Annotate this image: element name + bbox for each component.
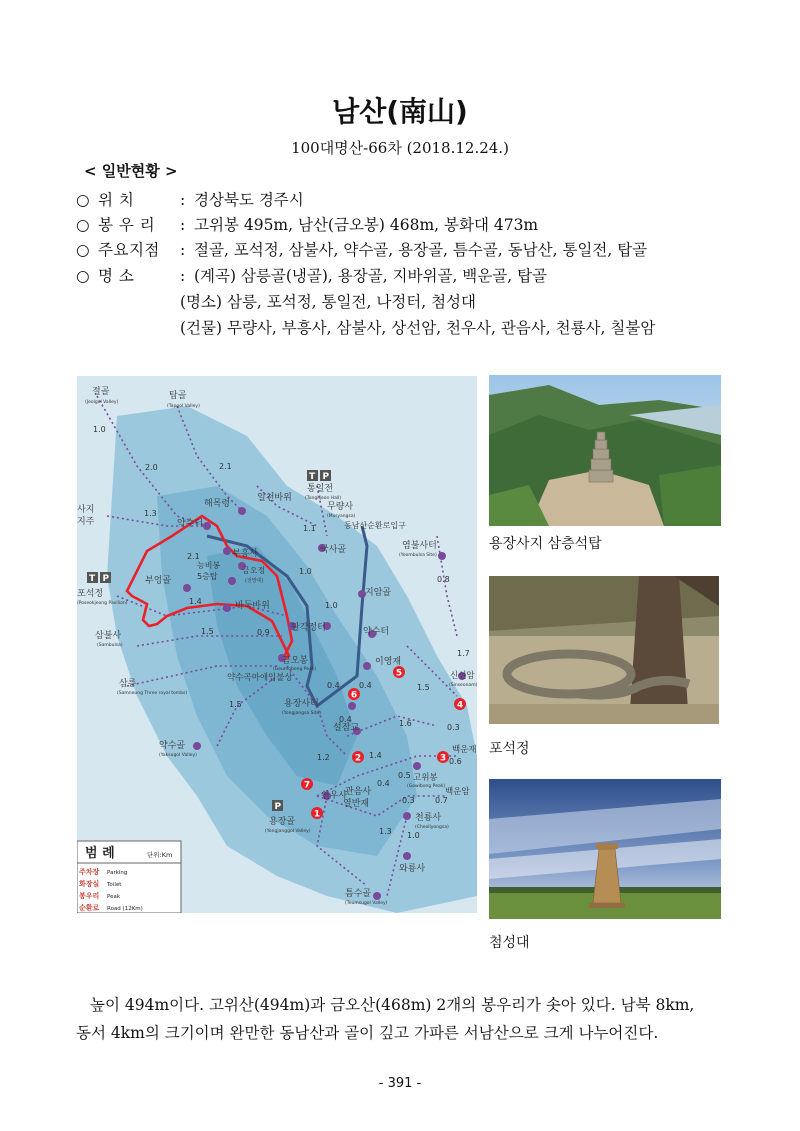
map-label-yaksugol: 약수골 xyxy=(159,741,186,751)
map-label-yongjanggol: 용장골 xyxy=(269,817,296,827)
photo-cheomseongdae xyxy=(489,779,721,919)
svg-text:1.6: 1.6 xyxy=(399,719,412,728)
map-label-geumojeong: 금오정 xyxy=(242,566,266,575)
caption-pagoda: 용장사지 삼층석탑 xyxy=(489,536,602,552)
svg-text:0.4: 0.4 xyxy=(339,715,352,724)
map-label-jeolgol: 절골 xyxy=(92,387,110,397)
map-label-yaksuteo-1: 약수터 xyxy=(177,519,204,529)
map-label-seoljamgyo: 설잠교 xyxy=(333,723,360,733)
info-cont-buildings: (건물) 무량사, 부흥사, 삼불사, 상선암, 천우사, 관음사, 천룡사, 칠불암 xyxy=(180,319,656,337)
svg-text:(Teumsugol Valley): (Teumsugol Valley) xyxy=(345,901,388,906)
map-label-haemokryeong: 해목령 xyxy=(204,499,231,509)
svg-text:1.5: 1.5 xyxy=(417,683,430,692)
map-label-gwaneumsa: 관음사 xyxy=(345,787,372,797)
svg-text:(Poseokjeong Pavilion): (Poseokjeong Pavilion) xyxy=(77,601,128,606)
svg-text:1.7: 1.7 xyxy=(457,649,470,658)
svg-text:1.0: 1.0 xyxy=(93,425,106,434)
marker-7: 7 xyxy=(303,780,311,791)
caption-poseokjeong: 포석정 xyxy=(489,741,530,757)
svg-text:0.4: 0.4 xyxy=(359,681,372,690)
map-label-poseokjeong: 포석정 xyxy=(77,589,104,599)
svg-text:(Yaksugol Valley): (Yaksugol Valley) xyxy=(159,753,197,758)
map-label-sambulsa: 삼불사 xyxy=(95,631,122,641)
svg-text:(Gowibong Peak): (Gowibong Peak) xyxy=(407,784,446,789)
svg-text:(Yongjanggol Valley): (Yongjanggol Valley) xyxy=(265,829,311,834)
marker-3: 3 xyxy=(439,753,447,764)
svg-text:0.4: 0.4 xyxy=(377,779,390,788)
map-label-guksagol: 국사골 xyxy=(320,545,347,555)
svg-text:화장실: 화장실 xyxy=(79,880,100,888)
marker-2: 2 xyxy=(354,753,362,764)
svg-text:봉우리: 봉우리 xyxy=(79,892,100,900)
map-label-buheungsa: 부흥사 xyxy=(232,549,259,559)
map-label-tapgol: 탑골 xyxy=(169,391,187,401)
svg-text:지주: 지주 xyxy=(77,517,95,527)
svg-text:사지: 사지 xyxy=(77,505,95,515)
svg-text:(Muryangsa): (Muryangsa) xyxy=(327,514,356,519)
map-label-palgakjeongteo: 팔각정터 xyxy=(291,623,326,633)
parking-icon: P xyxy=(102,574,110,584)
svg-text:(Cheollyongsa): (Cheollyongsa) xyxy=(415,825,449,830)
svg-text:(Tapgol Valley): (Tapgol Valley) xyxy=(167,404,200,409)
map-label-yeolbanjae: 열반재 xyxy=(343,799,370,809)
svg-text:0.5: 0.5 xyxy=(398,771,411,780)
toilet-icon: T xyxy=(89,574,96,584)
svg-text:(Sinseonam): (Sinseonam) xyxy=(449,683,477,688)
map-label-gowibong: 고위봉 xyxy=(413,773,438,783)
map-label-samneung: 삼릉 xyxy=(119,679,137,689)
svg-text:주차장: 주차장 xyxy=(79,868,100,876)
description-line-2: 동서 4km의 크기이며 완만한 동남산과 골이 깊고 가파른 서남산으로 크게 나누어진다. xyxy=(76,1024,659,1042)
map-label-yeombulsa: 염불사터 xyxy=(402,541,437,551)
map-label-yongjangsa: 용장사터 xyxy=(284,699,319,709)
svg-text:0.8: 0.8 xyxy=(437,575,450,584)
svg-text:(Yongjangsa Site): (Yongjangsa Site) xyxy=(282,711,322,716)
photo-poseokjeong xyxy=(489,576,719,724)
svg-text:5층탑: 5층탑 xyxy=(197,572,218,581)
map-label-waryongsa: 와룡사 xyxy=(399,864,426,874)
map-label-neungbibong: 능비봉 xyxy=(197,561,221,570)
svg-text:1.3: 1.3 xyxy=(379,827,392,836)
marker-6: 6 xyxy=(350,690,358,701)
svg-text:2.0: 2.0 xyxy=(145,463,158,472)
photo-pagoda xyxy=(489,375,721,526)
trail-map xyxy=(77,376,477,913)
page-subtitle: 100대명산-66차 (2018.12.24.) xyxy=(291,139,509,157)
svg-text:1.4: 1.4 xyxy=(189,597,202,606)
svg-text:1.3: 1.3 xyxy=(144,509,157,518)
map-label-muryangsa: 무량사 xyxy=(327,502,354,512)
svg-text:0.4: 0.4 xyxy=(327,681,340,690)
info-row-attractions: ○ 명 소 : (계곡) 삼릉골(냉골), 용장골, 지바위골, 백운골, 탑골 xyxy=(76,267,548,285)
svg-text:0.3: 0.3 xyxy=(402,796,415,805)
page-title: 남산(南山) xyxy=(332,95,468,128)
svg-text:P: P xyxy=(322,472,330,482)
svg-text:(Jeolgol Valley): (Jeolgol Valley) xyxy=(85,400,119,405)
svg-text:(Tongiljeon Hall): (Tongiljeon Hall) xyxy=(305,496,342,501)
map-label-iyeongjae: 이영재 xyxy=(375,657,402,667)
map-label-cheollyongsa: 천룡사 xyxy=(415,813,442,823)
svg-text:2.1: 2.1 xyxy=(187,552,200,561)
marker-1: 1 xyxy=(313,809,321,820)
map-label-loop-entrance: 동남산순환로입구 xyxy=(344,521,406,530)
svg-text:Toilet: Toilet xyxy=(107,882,122,888)
map-label-buddha: 약수곡마애입불상 xyxy=(227,673,293,683)
map-label-teumsugol: 틈수골 xyxy=(345,889,372,899)
svg-text:1.1: 1.1 xyxy=(303,524,316,533)
map-label-baegunam: 백운암 xyxy=(445,787,470,797)
map-label-geumobong: 금오봉 xyxy=(282,656,309,666)
description-line-1: 높이 494m이다. 고위산(494m)과 금오산(468m) 2개의 봉우리가 솟아 있다. 남북 8km, xyxy=(90,996,695,1014)
svg-text:1.2: 1.2 xyxy=(317,753,330,762)
svg-text:1.5: 1.5 xyxy=(229,700,242,709)
svg-text:(Sambulsa): (Sambulsa) xyxy=(97,643,123,648)
svg-text:Road (12Km): Road (12Km) xyxy=(107,906,143,912)
svg-text:1.0: 1.0 xyxy=(299,567,312,576)
map-label-bueonggol: 부엉골 xyxy=(145,576,172,586)
svg-text:(Samneung Three royal tombs): (Samneung Three royal tombs) xyxy=(117,691,188,696)
caption-cheomseongdae: 첨성대 xyxy=(489,935,530,951)
map-label-sinseonam: 신선암 xyxy=(450,671,475,681)
svg-text:(Geumobong Peak): (Geumobong Peak) xyxy=(273,667,317,672)
marker-5: 5 xyxy=(395,668,403,679)
section-heading: < 일반현황 > xyxy=(84,162,178,180)
info-row-points: ○ 주요지점 : 절골, 포석정, 삼불사, 약수골, 용장골, 틈수골, 동남산, 통일전, 탑골 xyxy=(76,241,648,259)
svg-text:1.5: 1.5 xyxy=(201,627,214,636)
svg-text:순환로: 순환로 xyxy=(79,904,100,912)
page-number: - 391 - xyxy=(378,1076,422,1091)
map-label-tongiljeon: 통일전 xyxy=(307,484,334,494)
svg-text:Parking: Parking xyxy=(107,870,128,876)
svg-text:0.7: 0.7 xyxy=(435,796,448,805)
svg-text:0.9: 0.9 xyxy=(257,628,270,637)
svg-text:P: P xyxy=(274,802,282,812)
svg-text:(Yeombulsa Site): (Yeombulsa Site) xyxy=(399,553,437,558)
svg-text:Peak: Peak xyxy=(107,894,121,900)
map-legend xyxy=(77,841,181,913)
map-label-jiamgol: 지암골 xyxy=(365,588,392,598)
map-label-yaksuteo-2: 약수터 xyxy=(363,627,390,637)
info-cont-sites: (명소) 삼릉, 포석정, 통일전, 나정터, 첨성대 xyxy=(180,293,477,311)
marker-4: 4 xyxy=(456,700,464,711)
svg-text:단위:Km: 단위:Km xyxy=(147,851,173,859)
info-row-location: ○ 위 치 : 경상북도 경주시 xyxy=(76,191,304,209)
map-label-ilcheonbawi: 일천바위 xyxy=(257,493,292,503)
svg-text:범 례: 범 례 xyxy=(85,846,115,861)
svg-text:0.6: 0.6 xyxy=(449,757,462,766)
map-label-badukbawi: 바둑바위 xyxy=(235,601,270,611)
svg-text:1.0: 1.0 xyxy=(407,831,420,840)
svg-text:2.1: 2.1 xyxy=(219,462,232,471)
svg-text:T: T xyxy=(309,472,316,482)
svg-text:(전망대): (전망대) xyxy=(245,578,264,584)
map-label-baegunjae: 백운재 xyxy=(452,745,477,755)
info-row-peaks: ○ 봉 우 리 : 고위봉 495m, 남산(금오봉) 468m, 봉화대 473m xyxy=(76,216,539,234)
svg-text:0.3: 0.3 xyxy=(447,723,460,732)
svg-text:1.0: 1.0 xyxy=(325,601,338,610)
svg-text:1.4: 1.4 xyxy=(369,751,382,760)
map-label-cheonusa: 천우사 xyxy=(321,791,348,801)
